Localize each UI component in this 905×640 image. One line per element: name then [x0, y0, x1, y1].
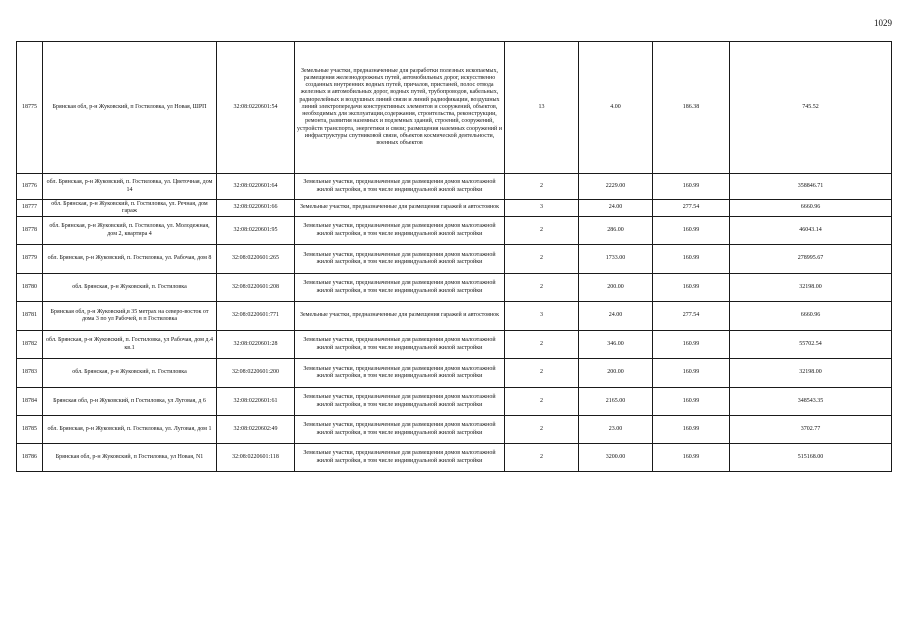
group-cell: 2 [505, 245, 579, 274]
land-use-cell: Земельные участки, предназначенные для разработки полезных ископаемых, размещения железнодорожных путей, автомобильных дорог, искусственно созданных внутренних водных путей, причалов, пристаней, полос отвода железных и автомобильных дорог, водных путей, трубопроводов, кабельных, радиорелейных и воздушных линий связи и линий радиофикации, воздушных линий электропередачи конструктивных элементов и сооружений, объектов, необходимых для эксплуатации,содержания, строительства, реконструкции, ремонта, развития наземных и подземных зданий, строений, сооружений, устройств транспорта, энергетики и связи; размещения наземных сооружений и инфраструктуры спутниковой связи, объектов космической деятельности, военных объектов [295, 42, 505, 174]
table-row [17, 416, 892, 444]
group-cell: 2 [505, 359, 579, 388]
rate-cell: 160.99 [653, 274, 730, 302]
rate-cell: 160.99 [653, 174, 730, 200]
cadastral-number-cell: 32:08:0220601:265 [217, 245, 295, 274]
cadastral-number-cell: 32:08:0220602:49 [217, 416, 295, 444]
cadastral-number-cell: 32:08:0220601:61 [217, 388, 295, 416]
cadastral-number-cell: 32:08:0220601:28 [217, 331, 295, 359]
rate-cell: 160.99 [653, 245, 730, 274]
area-cell: 4.00 [579, 42, 653, 174]
land-use-cell: Земельные участки, предназначенные для размещения домов малоэтажной жилой застройки, в том числе индивидуальной жилой застройки [295, 388, 505, 416]
group-cell: 2 [505, 274, 579, 302]
cadastral-value-cell: 3702.77 [730, 416, 892, 444]
cadastral-value-cell: 348543.35 [730, 388, 892, 416]
address-cell: обл. Брянская, р-н Жуковский, п. Гостиловка [43, 359, 217, 388]
land-use-cell: Земельные участки, предназначенные для размещения домов малоэтажной жилой застройки, в том числе индивидуальной жилой застройки [295, 444, 505, 472]
rate-cell: 160.99 [653, 388, 730, 416]
area-cell: 1733.00 [579, 245, 653, 274]
area-cell: 24.00 [579, 302, 653, 331]
cadastral-number-cell: 32:08:0220601:66 [217, 200, 295, 217]
rate-cell: 160.99 [653, 217, 730, 245]
address-cell: Брянская обл, р-н Жуковский, п Гостиловка, ул Новая, ШРП [43, 42, 217, 174]
rate-cell: 160.99 [653, 359, 730, 388]
address-cell: обл. Брянская, р-н Жуковский, п. Гостиловка, ул. Цветочная, дом 14 [43, 174, 217, 200]
area-cell: 24.00 [579, 200, 653, 217]
group-cell: 2 [505, 174, 579, 200]
cadastral-number-cell: 32:08:0220601:54 [217, 42, 295, 174]
table-row [17, 200, 892, 217]
table-row [17, 274, 892, 302]
cadastral-number-cell: 32:08:0220601:771 [217, 302, 295, 331]
table-row [17, 331, 892, 359]
row-number: 18777 [17, 200, 43, 217]
table-row [17, 359, 892, 388]
row-number: 18780 [17, 274, 43, 302]
row-number: 18785 [17, 416, 43, 444]
rate-cell: 160.99 [653, 444, 730, 472]
table-row [17, 174, 892, 200]
cadastral-value-cell: 6660.96 [730, 302, 892, 331]
land-use-cell: Земельные участки, предназначенные для размещения домов малоэтажной жилой застройки, в том числе индивидуальной жилой застройки [295, 274, 505, 302]
row-number: 18783 [17, 359, 43, 388]
table-row [17, 245, 892, 274]
rate-cell: 160.99 [653, 331, 730, 359]
table-row [17, 388, 892, 416]
address-cell: обл. Брянская, р-н Жуковский, п. Гостиловка, ул. Молодежная, дом 2, квартира 4 [43, 217, 217, 245]
address-cell: обл. Брянская, р-н Жуковский, п. Гостиловка, ул. Речная, дом гараж [43, 200, 217, 217]
table-row [17, 444, 892, 472]
address-cell: Брянская обл, р-н Жуковский, п Гостиловка, ул Луговая, д 6 [43, 388, 217, 416]
cadastral-value-cell: 358846.71 [730, 174, 892, 200]
cadastral-value-cell: 745.52 [730, 42, 892, 174]
group-cell: 2 [505, 444, 579, 472]
group-cell: 2 [505, 217, 579, 245]
group-cell: 2 [505, 388, 579, 416]
page-number: 1029 [874, 18, 892, 28]
area-cell: 200.00 [579, 359, 653, 388]
table-row [17, 42, 892, 174]
group-cell: 3 [505, 200, 579, 217]
address-cell: обл. Брянская, р-н Жуковский, п. Гостиловка, ул Рабочая, дом д.4 кв.1 [43, 331, 217, 359]
group-cell: 3 [505, 302, 579, 331]
land-use-cell: Земельные участки, предназначенные для размещения гаражей и автостоянок [295, 302, 505, 331]
land-registry-table [16, 41, 892, 472]
table-row [17, 302, 892, 331]
rate-cell: 277.54 [653, 302, 730, 331]
address-cell: обл. Брянская, р-н Жуковский, п. Гостиловка, ул. Рабочая, дом 8 [43, 245, 217, 274]
area-cell: 2165.00 [579, 388, 653, 416]
row-number: 18784 [17, 388, 43, 416]
cadastral-value-cell: 32198.00 [730, 274, 892, 302]
cadastral-number-cell: 32:08:0220601:64 [217, 174, 295, 200]
row-number: 18782 [17, 331, 43, 359]
land-use-cell: Земельные участки, предназначенные для размещения домов малоэтажной жилой застройки, в том числе индивидуальной жилой застройки [295, 359, 505, 388]
row-number: 18778 [17, 217, 43, 245]
address-cell: обл. Брянская, р-н Жуковский, п. Гостиловка, ул. Луговая, дом 1 [43, 416, 217, 444]
rate-cell: 277.54 [653, 200, 730, 217]
group-cell: 2 [505, 331, 579, 359]
land-use-cell: Земельные участки, предназначенные для размещения гаражей и автостоянок [295, 200, 505, 217]
cadastral-value-cell: 278995.67 [730, 245, 892, 274]
row-number: 18776 [17, 174, 43, 200]
area-cell: 2229.00 [579, 174, 653, 200]
cadastral-number-cell: 32:08:0220601:95 [217, 217, 295, 245]
cadastral-value-cell: 46043.14 [730, 217, 892, 245]
area-cell: 23.00 [579, 416, 653, 444]
cadastral-value-cell: 515168.00 [730, 444, 892, 472]
area-cell: 286.00 [579, 217, 653, 245]
row-number: 18775 [17, 42, 43, 174]
cadastral-value-cell: 32198.00 [730, 359, 892, 388]
row-number: 18781 [17, 302, 43, 331]
cadastral-value-cell: 6660.96 [730, 200, 892, 217]
land-use-cell: Земельные участки, предназначенные для размещения домов малоэтажной жилой застройки, в том числе индивидуальной жилой застройки [295, 217, 505, 245]
rate-cell: 160.99 [653, 416, 730, 444]
land-use-cell: Земельные участки, предназначенные для размещения домов малоэтажной жилой застройки, в том числе индивидуальной жилой застройки [295, 416, 505, 444]
group-cell: 13 [505, 42, 579, 174]
area-cell: 200.00 [579, 274, 653, 302]
rate-cell: 186.38 [653, 42, 730, 174]
address-cell: Брянская обл, р-н Жуковский,в 35 метрах на северо-восток от дома 3 по ул Рабочей, в п Гостиловка [43, 302, 217, 331]
area-cell: 346.00 [579, 331, 653, 359]
land-use-cell: Земельные участки, предназначенные для размещения домов малоэтажной жилой застройки, в том числе индивидуальной жилой застройки [295, 245, 505, 274]
cadastral-number-cell: 32:08:0220601:208 [217, 274, 295, 302]
address-cell: обл. Брянская, р-н Жуковский, п. Гостиловка [43, 274, 217, 302]
area-cell: 3200.00 [579, 444, 653, 472]
address-cell: Брянская обл, р-н Жуковский, п Гостиловка, ул Новая, N1 [43, 444, 217, 472]
group-cell: 2 [505, 416, 579, 444]
cadastral-value-cell: 55702.54 [730, 331, 892, 359]
row-number: 18779 [17, 245, 43, 274]
cadastral-number-cell: 32:08:0220601:200 [217, 359, 295, 388]
land-use-cell: Земельные участки, предназначенные для размещения домов малоэтажной жилой застройки, в том числе индивидуальной жилой застройки [295, 174, 505, 200]
land-use-cell: Земельные участки, предназначенные для размещения домов малоэтажной жилой застройки, в том числе индивидуальной жилой застройки [295, 331, 505, 359]
row-number: 18786 [17, 444, 43, 472]
table-row [17, 217, 892, 245]
cadastral-number-cell: 32:08:0220601:118 [217, 444, 295, 472]
